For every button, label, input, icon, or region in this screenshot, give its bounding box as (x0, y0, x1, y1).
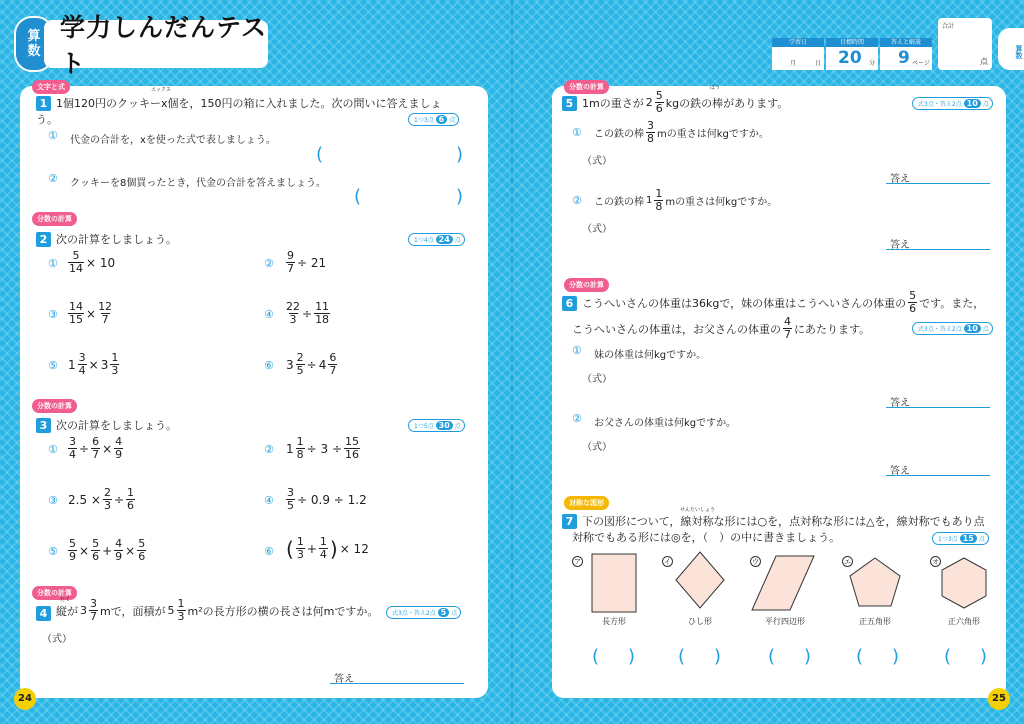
fraction (646, 120, 655, 145)
q6-sub1-number: ① (572, 344, 582, 357)
q2-item5-expression (68, 352, 119, 377)
q1-sub1-text: 代金の合計を，xを使った式で表しましょう。 (70, 135, 276, 146)
q6-points: 10 (964, 324, 981, 333)
q1-sub2-number: ② (48, 172, 58, 185)
q5-points-prefix: 式3点・答え2点 (918, 101, 962, 108)
shape-a-mark: ア (574, 558, 581, 566)
parallelogram-shape (752, 556, 814, 610)
denominator: 9 (69, 550, 76, 563)
target-time-cell (826, 38, 878, 70)
q3-item4-expression (286, 487, 367, 512)
whole-number: 1 (646, 195, 653, 206)
shape-i-mark: イ (664, 558, 671, 566)
q5-text-b: kgの鉄の棒があります。 (665, 96, 789, 110)
answer-page-value: 9 (898, 48, 910, 68)
q4-points: 5 (438, 608, 450, 617)
q3-item6-number: ⑥ (264, 545, 274, 558)
denominator: 4 (78, 364, 86, 377)
q6-tag: 分数の計算 (564, 278, 609, 292)
q6-sub1-text: 妹の体重は何kgですか。 (594, 350, 707, 361)
month-label: 月 (790, 60, 797, 67)
operator-text: ÷ 3 ÷ (306, 441, 343, 456)
q4-answer-line[interactable] (330, 670, 464, 684)
numerator: 1 (177, 597, 185, 610)
denominator: 14 (69, 262, 83, 275)
denominator: 7 (101, 313, 109, 326)
denominator: 15 (69, 313, 83, 326)
q4-tag: 分数の計算 (32, 586, 77, 600)
operator-text: × 12 (339, 541, 369, 556)
fraction (296, 352, 305, 377)
fraction (68, 538, 77, 563)
q6-points-badge (912, 322, 993, 335)
q6-sub2-text: お父さんの体重は何kgですか。 (594, 418, 737, 429)
fraction (286, 301, 300, 326)
numerator: 11 (315, 300, 330, 313)
denominator: 8 (296, 448, 304, 461)
parallelogram-label: 平行四辺形 (765, 617, 805, 626)
denominator: 9 (115, 448, 123, 461)
denominator: 7 (287, 262, 294, 275)
study-date-cell (772, 38, 824, 70)
q6-number: 6 (562, 296, 577, 311)
shape-a-answer-open[interactable]: ( (592, 646, 600, 667)
fraction (98, 301, 112, 326)
numerator: 5 (92, 537, 100, 550)
q3-points-badge (408, 419, 465, 432)
q6-points-prefix: 式3点・答え2点 (918, 326, 962, 333)
q2-item3-number: ③ (48, 308, 58, 321)
q2-number: 2 (36, 232, 51, 247)
q1-text-line2: う。 (36, 113, 58, 126)
info-table (772, 38, 932, 70)
numerator: 5 (655, 89, 663, 102)
operator: ÷ (113, 492, 125, 507)
target-time-label: 目標時間 (826, 38, 878, 47)
q4-text-a: 縦が (56, 604, 78, 618)
q4-number: 4 (36, 606, 51, 621)
shape-o-answer-close: ) (980, 646, 988, 667)
numerator: 6 (329, 351, 337, 364)
denominator: 9 (115, 550, 123, 563)
q5-points-unit: 点 (982, 101, 989, 108)
operator-text: ÷ 0.9 ÷ 1.2 (297, 492, 367, 507)
page-number-left: 24 (14, 688, 36, 710)
q3-item5-number: ⑤ (48, 545, 58, 558)
q6-sub2-number: ② (572, 412, 582, 425)
whole-number: 4 (318, 357, 327, 372)
numerator: 4 (784, 315, 791, 328)
fraction (296, 436, 305, 461)
q3-item2-expression (286, 436, 360, 461)
fraction (78, 352, 87, 377)
q5-text-a: 1mの重さが (582, 96, 644, 110)
q6-points-unit: 点 (982, 326, 989, 333)
numerator: 3 (69, 435, 76, 448)
denominator: 3 (296, 548, 304, 561)
q3-points: 30 (436, 421, 453, 430)
q2-tag: 分数の計算 (32, 212, 77, 226)
page-number-right: 25 (988, 688, 1010, 710)
q4-points-badge (386, 606, 461, 619)
q2-item1-number: ① (48, 257, 58, 270)
denominator: 6 (138, 550, 146, 563)
numerator: 14 (69, 300, 83, 313)
fraction (908, 290, 917, 315)
fraction (68, 250, 84, 275)
rhombus-shape (676, 552, 724, 608)
q6-text-line2 (572, 316, 870, 341)
q6-sub1-shiki: （式） (582, 374, 612, 385)
q2-item4-expression (286, 301, 330, 326)
q3-item2-number: ② (264, 443, 274, 456)
whole-number: 1 (286, 441, 294, 456)
q1-points-unit: 点 (449, 117, 456, 124)
numerator: 1 (655, 187, 663, 200)
numerator: 15 (345, 435, 360, 448)
answer-page-cell (880, 38, 932, 70)
q4-shiki-label: （式） (42, 634, 72, 645)
q6-text-b: です。また， (919, 296, 985, 310)
shape-e-answer-open[interactable]: ( (856, 646, 864, 667)
numerator: 5 (69, 537, 76, 550)
fraction (91, 538, 100, 563)
q7-text-line1: 下の図形について，線対称な形には○を，点対称な形には△を，線対称でもあり点 (582, 515, 985, 528)
target-time-value: 20 (838, 48, 862, 68)
q5-sub1-text (594, 120, 769, 145)
numerator: 12 (98, 300, 113, 313)
hexagon-label: 正六角形 (948, 617, 980, 626)
denominator: 7 (329, 364, 337, 377)
q1-sub2-answer-open[interactable]: ( (354, 186, 362, 207)
q3-points-unit: 点 (454, 423, 461, 430)
q1-number: 1 (36, 96, 51, 111)
q5-sub1-answer-label: 答え (890, 174, 910, 185)
q3-points-prefix: 1つ5点 (414, 423, 434, 430)
day-label: 日 (814, 60, 821, 67)
shape-i-answer-close: ) (714, 646, 722, 667)
q5-number: 5 (562, 96, 577, 111)
q6-sub2-answer-line[interactable] (886, 462, 990, 476)
q2-item6-expression (286, 352, 337, 377)
q5-sub2-answer-line[interactable] (886, 236, 990, 250)
q7-points-unit: 点 (978, 536, 985, 543)
q5-sub2-text-a: この鉄の棒 (594, 197, 644, 208)
shape-u-answer-open[interactable]: ( (768, 646, 776, 667)
subject-label: 算数 (27, 29, 41, 59)
q4-points-unit: 点 (451, 610, 458, 617)
denominator: 7 (92, 448, 100, 461)
q5-points-badge (912, 97, 993, 110)
q1-points-badge (408, 113, 459, 126)
fraction (319, 536, 328, 561)
fraction (286, 487, 295, 512)
denominator: 6 (655, 102, 663, 115)
denominator: 6 (127, 499, 135, 512)
q5-ruby: ぼう (710, 85, 721, 91)
q4-ruby: たて (60, 597, 71, 603)
q6-sub2-answer-label: 答え (890, 466, 910, 477)
shape-u-mark: ウ (752, 558, 759, 566)
q5-points: 10 (964, 99, 981, 108)
q2-item1-expression (68, 250, 115, 275)
rhombus-label: ひし形 (688, 617, 712, 626)
shape-a-answer-close: ) (628, 646, 636, 667)
q5-tag: 分数の計算 (564, 80, 609, 94)
numerator: 3 (78, 351, 86, 364)
q7-points: 15 (960, 534, 977, 543)
operator: × (79, 543, 90, 558)
q1-points-prefix: 1つ3点 (414, 117, 434, 124)
q3-item1-expression (68, 436, 123, 461)
q3-item4-number: ④ (264, 494, 274, 507)
denominator: 18 (315, 313, 330, 326)
numerator: 9 (287, 249, 294, 262)
operator: ÷ (306, 357, 317, 372)
whole-number: 3 (286, 357, 294, 372)
numerator: 3 (647, 119, 654, 132)
q5-sub1-text-a: この鉄の棒 (594, 129, 644, 140)
q3-item3-number: ③ (48, 494, 58, 507)
operator: + (306, 541, 317, 556)
denominator: 6 (909, 302, 917, 315)
fraction (89, 598, 98, 623)
numerator: 2 (296, 351, 304, 364)
operator: × (86, 306, 97, 321)
whole-number: 5 (167, 604, 175, 617)
shapes-figure (552, 546, 1006, 626)
q3-item3-expression (68, 487, 135, 512)
whole-number: 1 (68, 357, 76, 372)
numerator: 1 (111, 351, 119, 364)
rectangle-label: 長方形 (602, 617, 626, 626)
fraction (783, 316, 792, 341)
q1-points: 6 (436, 115, 448, 124)
pentagon-shape (850, 558, 900, 606)
numerator: 2 (103, 486, 111, 499)
denominator: 5 (296, 364, 304, 377)
fraction (137, 538, 146, 563)
shape-o-mark: オ (932, 558, 939, 566)
numerator: 5 (72, 249, 80, 262)
q2-points-unit: 点 (454, 237, 461, 244)
right-page-panel (552, 83, 1006, 698)
score-box[interactable] (938, 18, 992, 70)
paren-left: ( (286, 536, 294, 561)
operator: ÷ (302, 306, 313, 321)
q4-text (56, 598, 378, 623)
q1-text-line1: 1個120円のクッキーx個を，150円の箱に入れました。次の問いに答えましょ (56, 97, 442, 110)
numerator: 3 (287, 486, 294, 499)
denominator: 6 (92, 550, 100, 563)
q2-item2-number: ② (264, 257, 274, 270)
shape-e-answer-close: ) (892, 646, 900, 667)
q3-number: 3 (36, 418, 51, 433)
q4-text-b: mで，面積が (100, 604, 166, 618)
q3-tag: 分数の計算 (32, 399, 77, 413)
q7-text-line2: 対称でもある形には◎を，（ ）の中に書きましょう。 (572, 531, 841, 544)
q3-item1-number: ① (48, 443, 58, 456)
fraction (328, 352, 337, 377)
q2-item5-number: ⑤ (48, 359, 58, 372)
q5-sub1-number: ① (572, 126, 582, 139)
q6-sub1-answer-line[interactable] (886, 394, 990, 408)
shape-o-answer-open[interactable]: ( (944, 646, 952, 667)
q6-text-c: こうへいさんの体重は，お父さんの体重の (572, 322, 781, 336)
numerator: 1 (296, 535, 304, 548)
operator-text: 2.5 × (68, 492, 101, 507)
fraction (654, 188, 663, 213)
fraction (655, 90, 664, 115)
denominator: 4 (69, 448, 76, 461)
q5-sub1-answer-line[interactable] (886, 170, 990, 184)
q2-item2-expression (286, 250, 326, 275)
denominator: 3 (103, 499, 111, 512)
page-title (44, 13, 268, 78)
rectangle-shape (592, 554, 636, 612)
fraction (103, 487, 112, 512)
q1-sub1-answer-open[interactable]: ( (316, 144, 324, 165)
fraction (177, 598, 186, 623)
q4-answer-label: 答え (334, 674, 354, 685)
shape-e-mark: エ (844, 558, 851, 566)
numerator: 4 (115, 537, 123, 550)
q5-text (582, 90, 788, 115)
paren-right: ) (329, 536, 338, 561)
minutes-label: 分 (868, 60, 875, 67)
q1-sub1-number: ① (48, 129, 58, 142)
q2-text: 次の計算をしましょう。 (56, 233, 177, 246)
whole-number: 3 (80, 604, 87, 617)
q5-sub1-text-b: mの重さは何kgですか。 (657, 129, 769, 140)
fraction (68, 436, 77, 461)
operator: + (102, 543, 113, 558)
whole-number: 3 (100, 357, 109, 372)
operator: × (102, 441, 113, 456)
fraction (91, 436, 100, 461)
q1-sub2-answer-close: ) (456, 186, 464, 207)
shape-u-answer-close: ) (804, 646, 812, 667)
left-page-panel (20, 83, 488, 698)
q7-tag: 対称な図形 (564, 496, 609, 510)
q5-sub1-shiki: （式） (582, 156, 612, 167)
score-unit: 点 (980, 57, 988, 66)
q2-points: 24 (436, 235, 453, 244)
numerator: 4 (115, 435, 123, 448)
q2-points-prefix: 1つ4点 (414, 237, 434, 244)
fraction (126, 487, 135, 512)
q6-sub1-answer-label: 答え (890, 398, 910, 409)
numerator: 1 (127, 486, 135, 499)
q5-sub2-text (594, 188, 777, 213)
numerator: 1 (319, 535, 327, 548)
q1-ruby: エックス (151, 87, 171, 93)
hexagon-shape (942, 558, 986, 608)
numerator: 3 (90, 597, 97, 610)
operator-text: ÷ 21 (297, 255, 327, 270)
q6-text-d: にあたります。 (794, 322, 871, 336)
denominator: 3 (177, 610, 185, 623)
denominator: 3 (289, 313, 297, 326)
fraction (68, 301, 84, 326)
denominator: 16 (345, 448, 360, 461)
q3-item5-expression (68, 538, 146, 563)
fraction (344, 436, 360, 461)
numerator: 22 (286, 300, 300, 313)
page-label: ページ (912, 60, 930, 67)
whole-number: 2 (645, 96, 653, 109)
denominator: 3 (111, 364, 119, 377)
numerator: 1 (296, 435, 304, 448)
study-date-label: 学習日 (772, 38, 824, 47)
fraction (314, 301, 330, 326)
q3-text: 次の計算をしましょう。 (56, 419, 177, 432)
denominator: 4 (319, 548, 327, 561)
page-title-text: 学力しんだんテスト (60, 13, 268, 78)
q5-sub2-answer-label: 答え (890, 240, 910, 251)
q4-text-c: m²の長方形の横の長さは何mですか。 (187, 604, 379, 618)
q6-sub2-shiki: （式） (582, 442, 612, 453)
denominator: 7 (784, 328, 791, 341)
q4-points-prefix: 式3点・答え2点 (392, 610, 436, 617)
operator-text: × 10 (86, 255, 116, 270)
q1-sub2-text: クッキーを8個買ったとき，代金の合計を答えましょう。 (70, 178, 326, 189)
q5-sub2-shiki: （式） (582, 224, 612, 235)
q2-points-badge (408, 233, 465, 246)
denominator: 7 (90, 610, 97, 623)
shape-i-answer-open[interactable]: ( (678, 646, 686, 667)
numerator: 5 (138, 537, 146, 550)
pentagon-label: 正五角形 (859, 617, 891, 626)
operator: × (125, 543, 136, 558)
q2-item6-number: ⑥ (264, 359, 274, 372)
q7-points-prefix: 1つ3点 (938, 536, 958, 543)
fraction (286, 250, 295, 275)
denominator: 5 (287, 499, 294, 512)
fraction (114, 538, 123, 563)
fraction (296, 536, 305, 561)
q5-sub2-text-b: mの重さは何kgですか。 (665, 197, 778, 208)
numerator: 5 (909, 289, 917, 302)
book-spine (511, 0, 513, 724)
denominator: 8 (647, 132, 654, 145)
q6-text-a: こうへいさんの体重は36kgで，妹の体重はこうへいさんの体重の (582, 296, 907, 310)
denominator: 8 (655, 200, 663, 213)
side-tab: 算数 (998, 28, 1024, 70)
q6-text-line1 (582, 290, 984, 315)
answer-page-label: 答えと解説 (880, 38, 932, 47)
q1-tag: 文字と式 (32, 80, 70, 94)
q2-item3-expression (68, 301, 112, 326)
q2-item4-number: ④ (264, 308, 274, 321)
q3-item6-expression (286, 536, 369, 561)
q7-ruby: せんたいしょう (680, 507, 716, 513)
score-label: 合計 (942, 23, 955, 30)
operator: × (88, 357, 99, 372)
operator: ÷ (79, 441, 90, 456)
fraction (110, 352, 119, 377)
q7-number: 7 (562, 514, 577, 529)
q1-sub1-answer-close: ) (456, 144, 464, 165)
q7-points-badge (932, 532, 989, 545)
numerator: 6 (92, 435, 100, 448)
q5-sub2-number: ② (572, 194, 582, 207)
fraction (114, 436, 123, 461)
